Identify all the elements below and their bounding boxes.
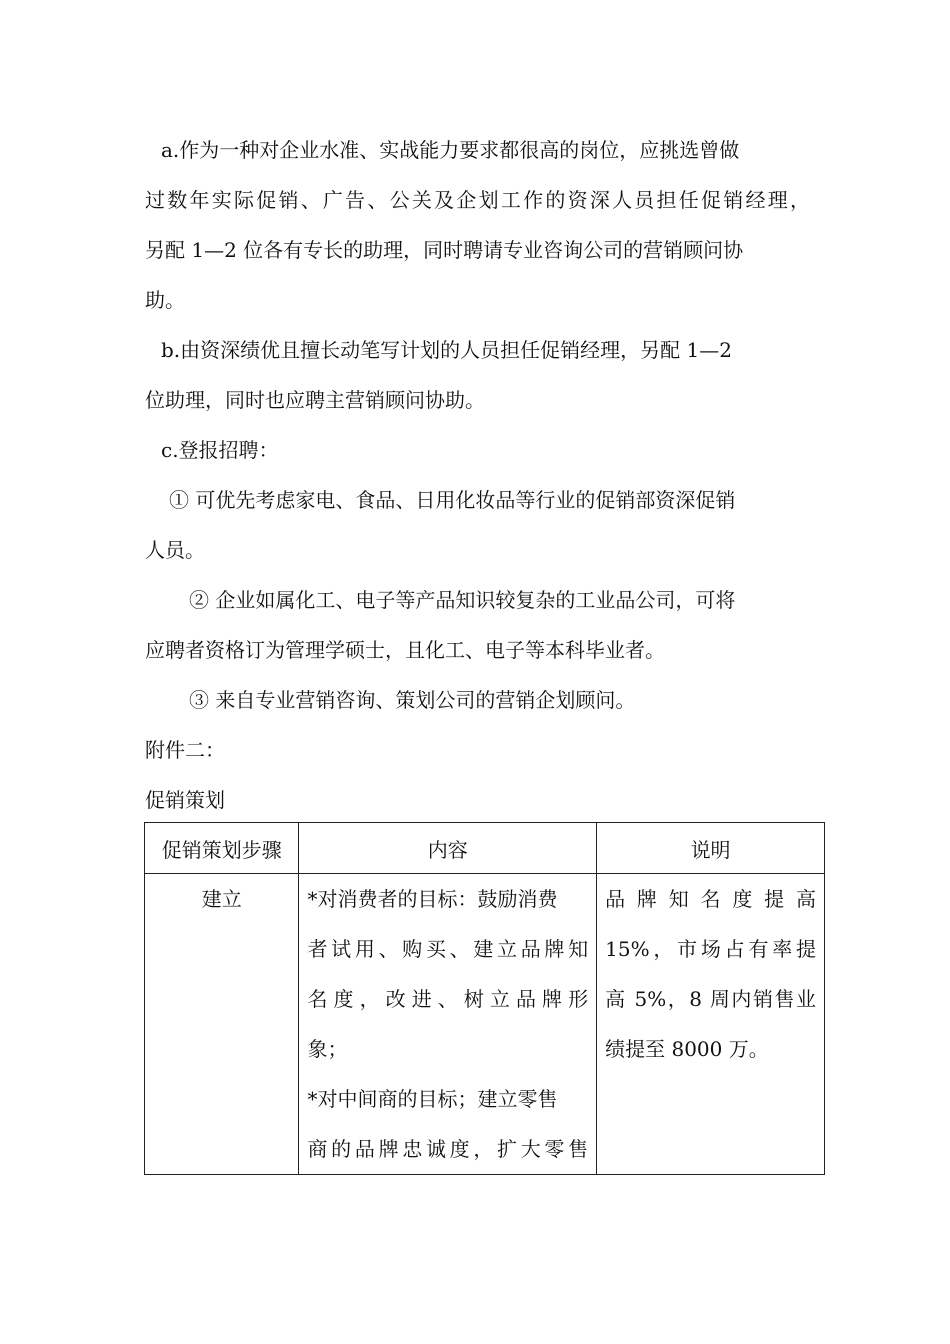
paragraph-b [145, 325, 810, 425]
attachment-heading [145, 725, 810, 775]
paragraph-c2 [145, 575, 810, 675]
paragraph-c3 [145, 675, 810, 725]
table-caption [145, 775, 810, 825]
note-line-4: 绩提至 8000 万。 [605, 1037, 769, 1061]
paragraph-c3-line-1: ③ 来自专业营销咨询、策划公司的营销企划顾问。 [189, 688, 636, 712]
paragraph-c1-line-2: 人员。 [145, 538, 205, 562]
content-line-3: 名度，改进、树立品牌形 [307, 987, 589, 1011]
paragraph-c2-line-2: 应聘者资格订为管理学硕士，且化工、电子等本科毕业者。 [145, 638, 665, 662]
table-row [145, 874, 825, 1175]
paragraph-a [145, 125, 810, 325]
content-text-block [299, 874, 596, 1174]
note-line-3: 高 5%，8 周内销售业 [605, 987, 816, 1011]
promotion-plan-table [144, 822, 825, 1175]
paragraph-c2-line-1: ② 企业如属化工、电子等产品知识较复杂的工业品公司，可将 [189, 588, 736, 612]
table-cell-content [299, 874, 597, 1175]
note-line-2: 15%，市场占有率提 [605, 937, 816, 961]
paragraph-c [145, 425, 810, 475]
table-header-step: 促销策划步骤 [145, 823, 299, 874]
table-header-content: 内容 [299, 823, 597, 874]
paragraph-b-line-1: b.由资深绩优且擅长动笔写计划的人员担任促销经理，另配 1—2 [161, 338, 732, 362]
attachment-label: 附件二： [145, 738, 225, 762]
paragraph-a-line-4: 助。 [145, 288, 185, 312]
table-cell-note [597, 874, 825, 1175]
table-header-row [145, 823, 825, 874]
table-header-note: 说明 [597, 823, 825, 874]
paragraph-b-line-2: 位助理，同时也应聘主营销顾问协助。 [145, 388, 485, 412]
content-line-4: 象； [307, 1037, 348, 1061]
paragraph-c1 [145, 475, 810, 575]
paragraph-a-line-1: a.作为一种对企业水准、实战能力要求都很高的岗位，应挑选曾做 [161, 138, 740, 162]
table-cell-step [145, 874, 299, 1175]
paragraph-c1-line-1: ① 可优先考虑家电、食品、日用化妆品等行业的促销部资深促销 [169, 488, 736, 512]
table-caption-text: 促销策划 [145, 788, 225, 812]
note-line-1: 品牌知名度提高 [605, 887, 816, 911]
paragraph-a-line-2: 过数年实际促销、广告、公关及企划工作的资深人员担任促销经理， [145, 188, 810, 212]
content-line-1: *对消费者的目标：鼓励消费 [307, 887, 558, 911]
paragraph-c-line-1: c.登报招聘： [161, 438, 279, 462]
step-label: 建立 [201, 887, 242, 911]
paragraph-a-line-3: 另配 1—2 位各有专长的助理，同时聘请专业咨询公司的营销顾问协 [145, 238, 744, 262]
content-line-5: *对中间商的目标；建立零售 [307, 1087, 558, 1111]
content-line-2: 者试用、购买、建立品牌知 [307, 937, 589, 961]
content-line-6: 商的品牌忠诚度，扩大零售 [307, 1137, 589, 1161]
note-text-block [597, 874, 824, 1074]
